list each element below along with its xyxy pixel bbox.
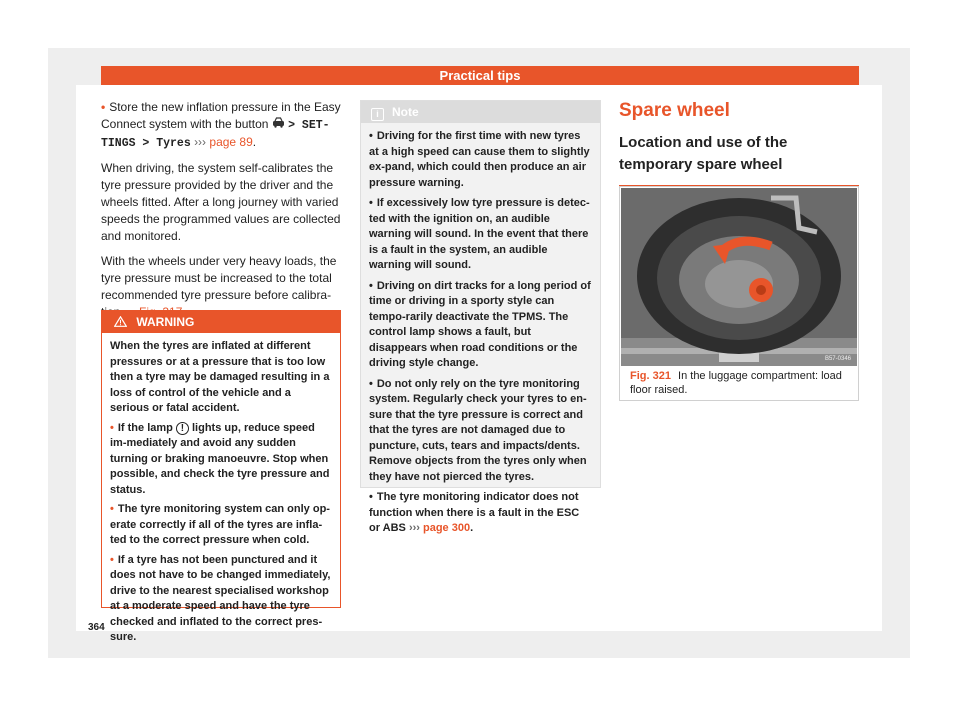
section-title: Spare wheel xyxy=(619,100,730,121)
page-link[interactable]: page 89 xyxy=(209,135,253,149)
paragraph-calibration: When driving, the system self-calibrates the tyre pressure provided by the driver and the wheels fitted. After a long journey with varied speeds the programmed values are collected and monitored. xyxy=(101,161,341,243)
warning-item: • If a tyre has not been punctured and it does not have to be changed immediately, drive to the nearest specialised workshop at a moderate speed and have the tyre checked and inflated to the correct pres-sure. xyxy=(110,553,331,643)
warning-item: • If the lamp ! lights up, reduce speed im-mediately and avoid any sudden turning or braking manoeuvre. Stop when possible, and check the tyre pressure and status. xyxy=(110,421,330,496)
note-item: • Do not only rely on the tyre monitoring system. Regularly check your tyres to en-sure that the tyre pressure is correct and that the tyres are not damaged due to puncture, cuts, tears and impacts/dents. Remove objects from the tyres only when they have not pierced the tyres. xyxy=(369,377,587,483)
note-box xyxy=(360,100,601,534)
tyre-pressure-lamp-icon: ! xyxy=(176,422,189,435)
warning-intro: When the tyres are inflated at different pressures or at a pressure that is too low then a tyre may be damaged resulting in a loss of control of the vehicle and a serious or fatal accident. xyxy=(110,340,330,414)
warning-body xyxy=(102,333,340,656)
page-link[interactable]: page 300 xyxy=(423,522,471,534)
note-header xyxy=(361,101,600,123)
spare-wheel-illustration xyxy=(621,188,857,366)
bullet-icon: • xyxy=(101,100,106,114)
figure-caption: Fig. 321 In the luggage compartment: load floor raised. xyxy=(630,370,842,396)
column-right xyxy=(619,100,859,186)
note-item: • Driving for the first time with new tyres at a high speed can cause them to slightly ex-pand, which could then produce an air pressure warning. xyxy=(369,130,590,189)
note-item: • The tyre monitoring indicator does not function when there is a fault in the ESC or ABS ››› page 300. xyxy=(369,491,580,534)
note-title: Note xyxy=(392,105,419,119)
note-item: • Driving on dirt tracks for a long period of time or driving in a sporty style can tempo-rarily deactivate the TPMS. The control lamp shows a fault, but disappears when road conditions or the driving style change. xyxy=(369,279,591,369)
warning-item: • The tyre monitoring system can only op-erate correctly if all of the tyres are infla-ted to the correct pressure when cold. xyxy=(110,503,330,546)
note-item: • If excessively low tyre pressure is detec-ted with the ignition on, an audible warning will sound. In the event that there is a fault in the system, an audible warning will sound. xyxy=(369,197,590,271)
warning-triangle-icon xyxy=(114,315,136,329)
figure-box xyxy=(619,186,859,401)
chapter-header: Practical tips xyxy=(101,66,859,85)
page-number: 364 xyxy=(88,622,105,633)
note-body xyxy=(361,123,600,548)
menu-path: > SET-TINGS > Tyres xyxy=(101,119,330,150)
figure-code: B57-0346 xyxy=(824,356,851,362)
warning-box xyxy=(101,310,341,643)
bullet-paragraph: • Store the new inflation pressure in the Easy Connect system with the button > SET-TINGS > Tyres ››› page 89. xyxy=(101,100,341,150)
info-icon: i xyxy=(371,108,384,121)
warning-title: WARNING xyxy=(136,315,195,329)
section-subtitle: Location and use of the temporary spare wheel xyxy=(619,132,859,186)
paragraph-heavy-load: With the wheels under very heavy loads, the tyre pressure must be increased to the total recommended tyre pressure before calibra- xyxy=(101,253,341,321)
warning-header xyxy=(102,311,340,333)
column-left xyxy=(101,99,341,329)
figure-label: Fig. 321 xyxy=(630,370,671,382)
car-menu-icon xyxy=(272,117,288,131)
